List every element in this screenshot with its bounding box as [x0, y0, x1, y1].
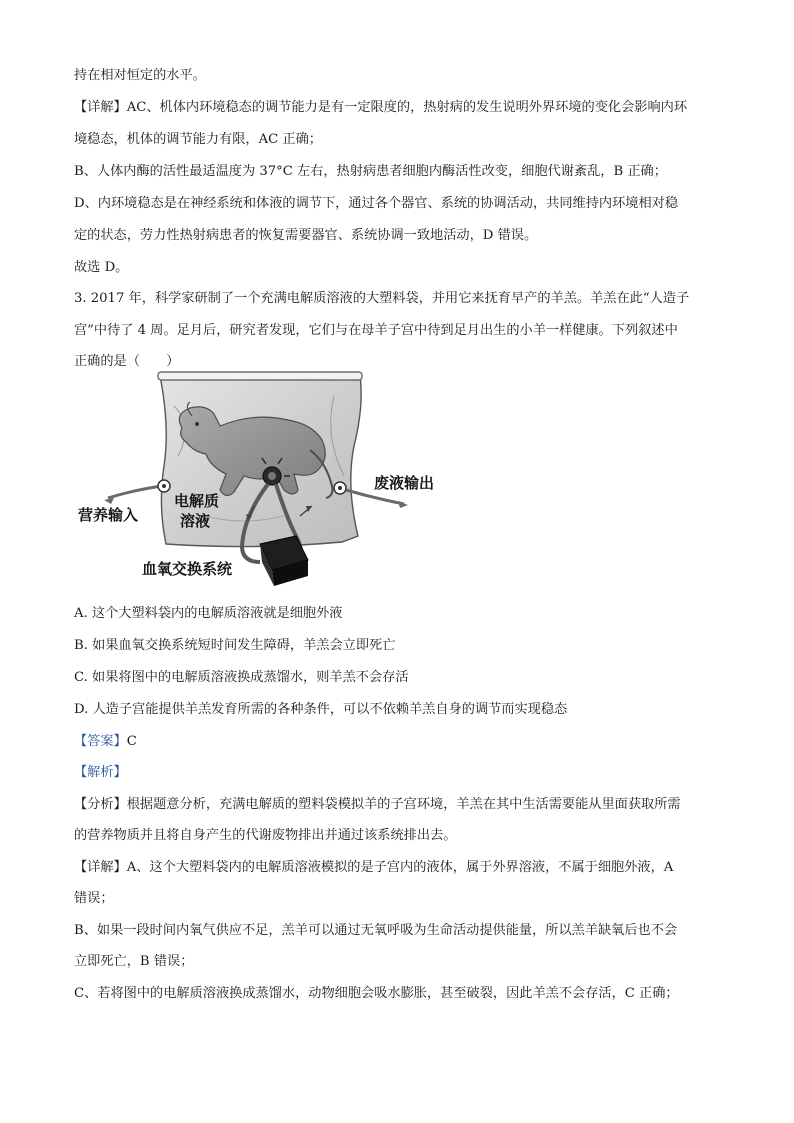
text-line: 境稳态，机体的调节能力有限，AC 正确； [74, 132, 322, 147]
answer-tag: 【答案】 [74, 734, 127, 749]
detail-line: 【详解】A、这个大塑料袋内的电解质溶液模拟的是子宫内的液体，属于外界溶液，不属于细胞外液，A [74, 860, 674, 875]
option-a: A. 这个大塑料袋内的电解质溶液就是细胞外液 [74, 606, 343, 621]
detail-line: 错误； [74, 891, 114, 906]
detail-line: B、如果一段时间内氧气供应不足，羔羊可以通过无氧呼吸为生命活动提供能量，所以羔羊缺氧后也不会 [74, 923, 678, 938]
label-electrolyte: 电解质 [174, 492, 220, 510]
text-line: B、人体内酶的活性最适温度为 37°C 左右，热射病患者细胞内酶活性改变，细胞代谢紊乱，B 正确； [74, 164, 667, 179]
question-stem: 正确的是（ ） [74, 354, 180, 369]
text-line: D、内环境稳态是在神经系统和体液的调节下，通过各个器官、系统的协调活动，共同维持内环境相对稳 [74, 196, 679, 211]
question-stem: 宫”中待了 4 周。足月后，研究者发现，它们与在母羊子宫中待到足月出生的小羊一样健康。下列叙述中 [74, 323, 678, 338]
text-line: 持在相对恒定的水平。 [74, 68, 206, 83]
text-line: 【详解】AC、机体内环境稳态的调节能力是有一定限度的，热射病的发生说明外界环境的变化会影响内环 [74, 100, 688, 115]
detail-line: 立即死亡，B 错误； [74, 954, 194, 969]
text-line: 定的状态，劳力性热射病患者的恢复需要器官、系统协调一致地活动，D 错误。 [74, 228, 538, 243]
nutrient-tube [108, 486, 162, 498]
option-d: D. 人造子宫能提供羊羔发育所需的各种条件，可以不依赖羊羔自身的调节而实现稳态 [74, 702, 568, 717]
answer-line [74, 732, 724, 752]
analysis-line: 【分析】根据题意分析，充满电解质的塑料袋模拟羊的子宫环境，羊羔在其中生活需要能从里面获取所需 [74, 797, 681, 812]
analysis-line: 的营养物质并且将自身产生的代谢废物排出并通过该系统排出去。 [74, 828, 457, 843]
label-exchange-system: 血氧交换系统 [142, 560, 233, 578]
artificial-womb-figure [74, 366, 454, 590]
detail-tag: 【详解】 [74, 100, 127, 115]
label-solution: 溶液 [180, 512, 211, 530]
analysis-heading: 【解析】 [74, 765, 127, 780]
text-line: 故选 D。 [74, 260, 129, 275]
label-waste-output: 废液输出 [374, 474, 435, 492]
option-b: B. 如果血氧交换系统短时间发生障碍，羊羔会立即死亡 [74, 638, 396, 653]
label-nutrient-input: 营养输入 [78, 506, 139, 524]
option-c: C. 如果将图中的电解质溶液换成蒸馏水，则羊羔不会存活 [74, 670, 409, 685]
bag-top-rim [158, 372, 362, 380]
answer-value: C [126, 734, 137, 749]
question-stem: 3. 2017 年，科学家研制了一个充满电解质溶液的大塑料袋，并用它来抚育早产的羊羔。羊羔在此“人造子 [74, 291, 690, 306]
detail-line: C、若将图中的电解质溶液换成蒸馏水，动物细胞会吸水膨胀，甚至破裂，因此羊羔不会存活，C 正确； [74, 986, 679, 1001]
